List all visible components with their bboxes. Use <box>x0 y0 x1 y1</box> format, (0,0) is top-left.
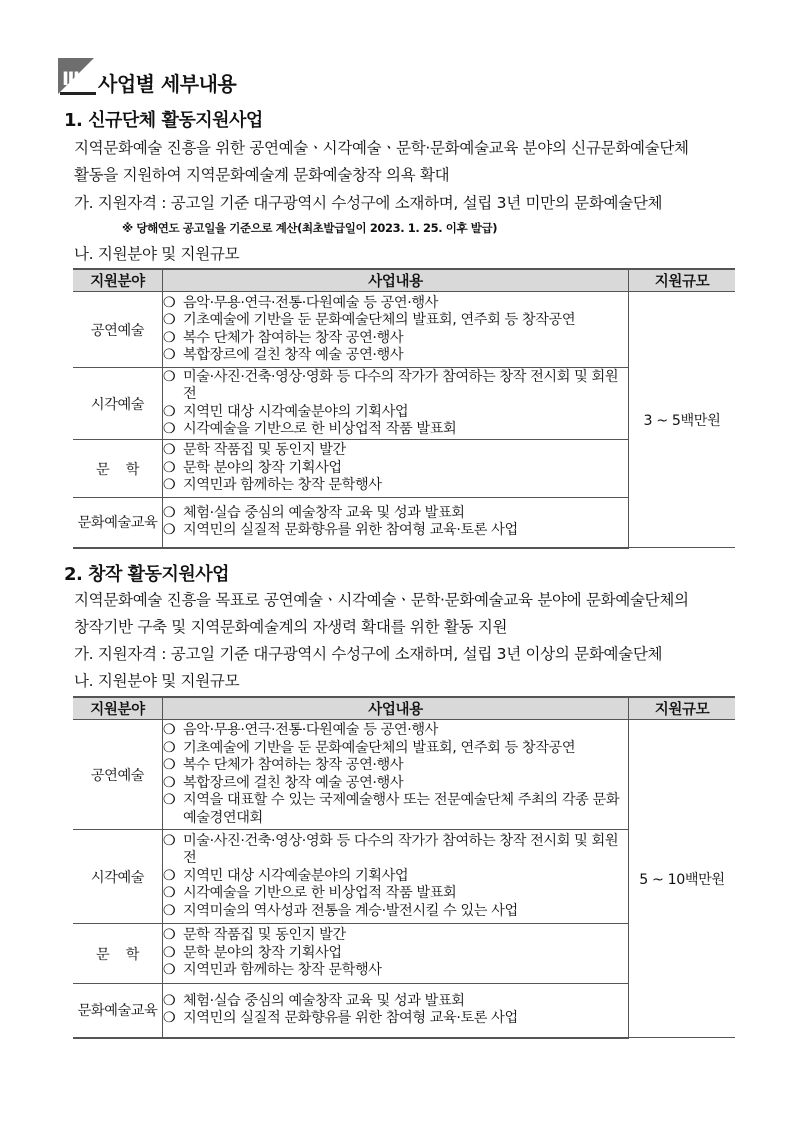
table-header-cell: 사업내용 <box>163 269 629 292</box>
chapter-title: 사업별 세부내용 <box>98 72 237 96</box>
items-cell <box>163 292 629 368</box>
bullet-circle-icon: ❍ <box>163 347 176 363</box>
list-item <box>163 962 628 980</box>
field-cell: 문화예술교육 <box>73 984 163 1038</box>
field-cell: 문화예술교육 <box>73 498 163 548</box>
section2-support-table <box>73 696 735 1039</box>
list-item <box>163 421 628 439</box>
item-text: 지역민과 함께하는 창작 문학행사 <box>183 477 382 494</box>
field-cell: 시각예술 <box>73 830 163 924</box>
items-cell <box>163 498 629 548</box>
bullet-circle-icon: ❍ <box>163 1010 176 1027</box>
bullet-circle-icon: ❍ <box>163 867 176 884</box>
bullet-circle-icon: ❍ <box>163 992 176 1009</box>
item-text: 지역민과 함께하는 창작 문학행사 <box>183 962 382 979</box>
list-item <box>163 312 628 330</box>
bullet-circle-icon: ❍ <box>163 757 176 773</box>
bullet-circle-icon: ❍ <box>163 421 176 437</box>
item-text: 시각예술을 기반으로 한 비상업적 작품 발표회 <box>183 885 457 902</box>
list-item <box>163 369 628 404</box>
list-item <box>163 347 628 365</box>
list-item <box>163 330 628 348</box>
bullet-circle-icon: ❍ <box>163 504 176 521</box>
list-item <box>163 927 628 945</box>
table-header-cell: 사업내용 <box>163 697 629 720</box>
items-cell <box>163 830 629 924</box>
chapter-underline <box>60 92 96 95</box>
list-item <box>163 722 628 740</box>
bullet-circle-icon: ❍ <box>163 459 176 476</box>
section1-note: ※ 당해연도 공고일을 기준으로 계산(최초발급일이 2023. 1. 25. 이후 발급) <box>122 221 498 235</box>
item-text: 체험·실습 중심의 예술창작 교육 및 성과 발표회 <box>183 504 465 521</box>
list-item <box>163 740 628 758</box>
item-text: 문학 작품집 및 동인지 발간 <box>183 927 346 944</box>
item-text: 문학 분야의 창작 기획사업 <box>183 944 342 961</box>
item-text: 문학 작품집 및 동인지 발간 <box>183 442 346 459</box>
section2-intro-line1: 지역문화예술 진흥을 목표로 공연예술ㆍ시각예술ㆍ문학·문화예술교육 분야에 문화예술단체의 <box>74 591 689 609</box>
support-scale-cell: 3 ~ 5백만원 <box>629 292 736 548</box>
bullet-circle-icon: ❍ <box>163 442 176 459</box>
table-header-cell: 지원규모 <box>629 269 736 292</box>
bullet-circle-icon: ❍ <box>163 962 176 979</box>
chapter-header <box>58 58 298 96</box>
item-text: 미술·사진·건축·영상·영화 등 다수의 작가가 참여하는 창작 전시회 및 회원전 <box>183 832 619 867</box>
item-text: 음악·무용·연극·전통·다원예술 등 공연·행사 <box>183 722 438 738</box>
item-text: 음악·무용·연극·전통·다원예술 등 공연·행사 <box>183 294 438 311</box>
section1-heading: 1. 신규단체 활동지원사업 <box>64 110 263 131</box>
bullet-circle-icon: ❍ <box>163 312 176 328</box>
list-item <box>163 404 628 422</box>
item-text: 지역을 대표할 수 있는 국제예술행사 또는 전문예술단체 주최의 각종 문화예술경연대회 <box>183 792 620 826</box>
field-cell: 공연예술 <box>73 292 163 368</box>
support-scale-cell: 5 ~ 10백만원 <box>629 720 736 1038</box>
list-item <box>163 868 628 886</box>
bullet-circle-icon: ❍ <box>163 832 176 849</box>
list-item <box>163 775 628 793</box>
item-text: 복수 단체가 참여하는 창작 공연·행사 <box>183 329 404 346</box>
section1-support-table <box>73 268 735 549</box>
items-cell <box>163 440 629 498</box>
item-text: 지역민의 실질적 문화향유를 위한 참여형 교육·토론 사업 <box>183 522 518 539</box>
bullet-circle-icon: ❍ <box>163 368 176 385</box>
field-cell: 공연예술 <box>73 720 163 830</box>
list-item <box>163 522 628 540</box>
item-text: 기초예술에 기반을 둔 문화예술단체의 발표회, 연주회 등 창작공연 <box>183 739 576 756</box>
field-cell: 문 학 <box>73 924 163 984</box>
table-row <box>73 292 735 368</box>
section1-intro-line1: 지역문화예술 진흥을 위한 공연예술ㆍ시각예술ㆍ문학·문화예술교육 분야의 신규문화예술단체 <box>74 139 689 157</box>
field-cell: 시각예술 <box>73 368 163 440</box>
list-item <box>163 477 628 495</box>
item-text: 기초예술에 기반을 둔 문화예술단체의 발표회, 연주회 등 창작공연 <box>183 312 576 328</box>
list-item <box>163 833 628 868</box>
table-header-cell: 지원규모 <box>629 697 736 720</box>
section2-table-caption: 나. 지원분야 및 지원규모 <box>74 672 240 690</box>
items-cell <box>163 368 629 440</box>
item-text: 지역민 대상 시각예술분야의 기획사업 <box>183 867 409 884</box>
list-item <box>163 885 628 903</box>
bullet-circle-icon: ❍ <box>163 722 176 738</box>
table-header-row <box>73 269 735 292</box>
list-item <box>163 945 628 963</box>
bullet-circle-icon: ❍ <box>163 774 176 791</box>
table-header-cell: 지원분야 <box>73 697 163 720</box>
bullet-circle-icon: ❍ <box>163 792 176 808</box>
list-item <box>163 792 628 827</box>
item-text: 복수 단체가 참여하는 창작 공연·행사 <box>183 757 404 773</box>
field-cell: 문 학 <box>73 440 163 498</box>
items-cell <box>163 720 629 830</box>
bullet-circle-icon: ❍ <box>163 902 176 919</box>
list-item <box>163 505 628 523</box>
items-cell <box>163 924 629 984</box>
list-item <box>163 295 628 313</box>
item-text: 지역민의 실질적 문화향유를 위한 참여형 교육·토론 사업 <box>183 1010 518 1027</box>
item-text: 미술·사진·건축·영상·영화 등 다수의 작가가 참여하는 창작 전시회 및 회원전 <box>183 368 619 402</box>
bullet-circle-icon: ❍ <box>163 885 176 902</box>
item-text: 체험·실습 중심의 예술창작 교육 및 성과 발표회 <box>183 992 465 1009</box>
section1-table-caption: 나. 지원분야 및 지원규모 <box>74 245 240 263</box>
list-item <box>163 993 628 1011</box>
list-item <box>163 757 628 775</box>
table-header-cell: 지원분야 <box>73 269 163 292</box>
table-row <box>73 720 735 830</box>
item-text: 지역민 대상 시각예술분야의 기획사업 <box>183 403 409 420</box>
section2-heading: 2. 창작 활동지원사업 <box>64 564 229 585</box>
list-item <box>163 903 628 921</box>
item-text: 문학 분야의 창작 기획사업 <box>183 459 342 476</box>
section2-eligibility: 가. 지원자격 : 공고일 기준 대구광역시 수성구에 소재하며, 설립 3년 이상의 문화예술단체 <box>74 645 663 663</box>
bullet-circle-icon: ❍ <box>163 522 176 539</box>
bullet-circle-icon: ❍ <box>163 927 176 944</box>
bullet-circle-icon: ❍ <box>163 403 176 420</box>
bullet-circle-icon: ❍ <box>163 944 176 961</box>
item-text: 복합장르에 걸친 창작 예술 공연·행사 <box>183 347 404 363</box>
item-text: 지역미술의 역사성과 전통을 계승·발전시킬 수 있는 사업 <box>183 902 518 919</box>
item-text: 시각예술을 기반으로 한 비상업적 작품 발표회 <box>183 421 457 437</box>
table-header-row <box>73 697 735 720</box>
bullet-circle-icon: ❍ <box>163 294 176 311</box>
section1-intro-line2: 활동을 지원하여 지역문화예술계 문화예술창작 의욕 확대 <box>74 166 450 184</box>
section2-intro-line2: 창작기반 구축 및 지역문화예술계의 자생력 확대를 위한 활동 지원 <box>74 618 508 636</box>
bullet-circle-icon: ❍ <box>163 477 176 494</box>
item-text: 복합장르에 걸친 창작 예술 공연·행사 <box>183 774 404 791</box>
list-item <box>163 460 628 478</box>
chapter-number: Ⅲ. <box>62 68 86 90</box>
bullet-circle-icon: ❍ <box>163 739 176 756</box>
bullet-circle-icon: ❍ <box>163 329 176 346</box>
list-item <box>163 442 628 460</box>
list-item <box>163 1010 628 1028</box>
section1-eligibility: 가. 지원자격 : 공고일 기준 대구광역시 수성구에 소재하며, 설립 3년 미만의 문화예술단체 <box>74 194 663 212</box>
items-cell <box>163 984 629 1038</box>
